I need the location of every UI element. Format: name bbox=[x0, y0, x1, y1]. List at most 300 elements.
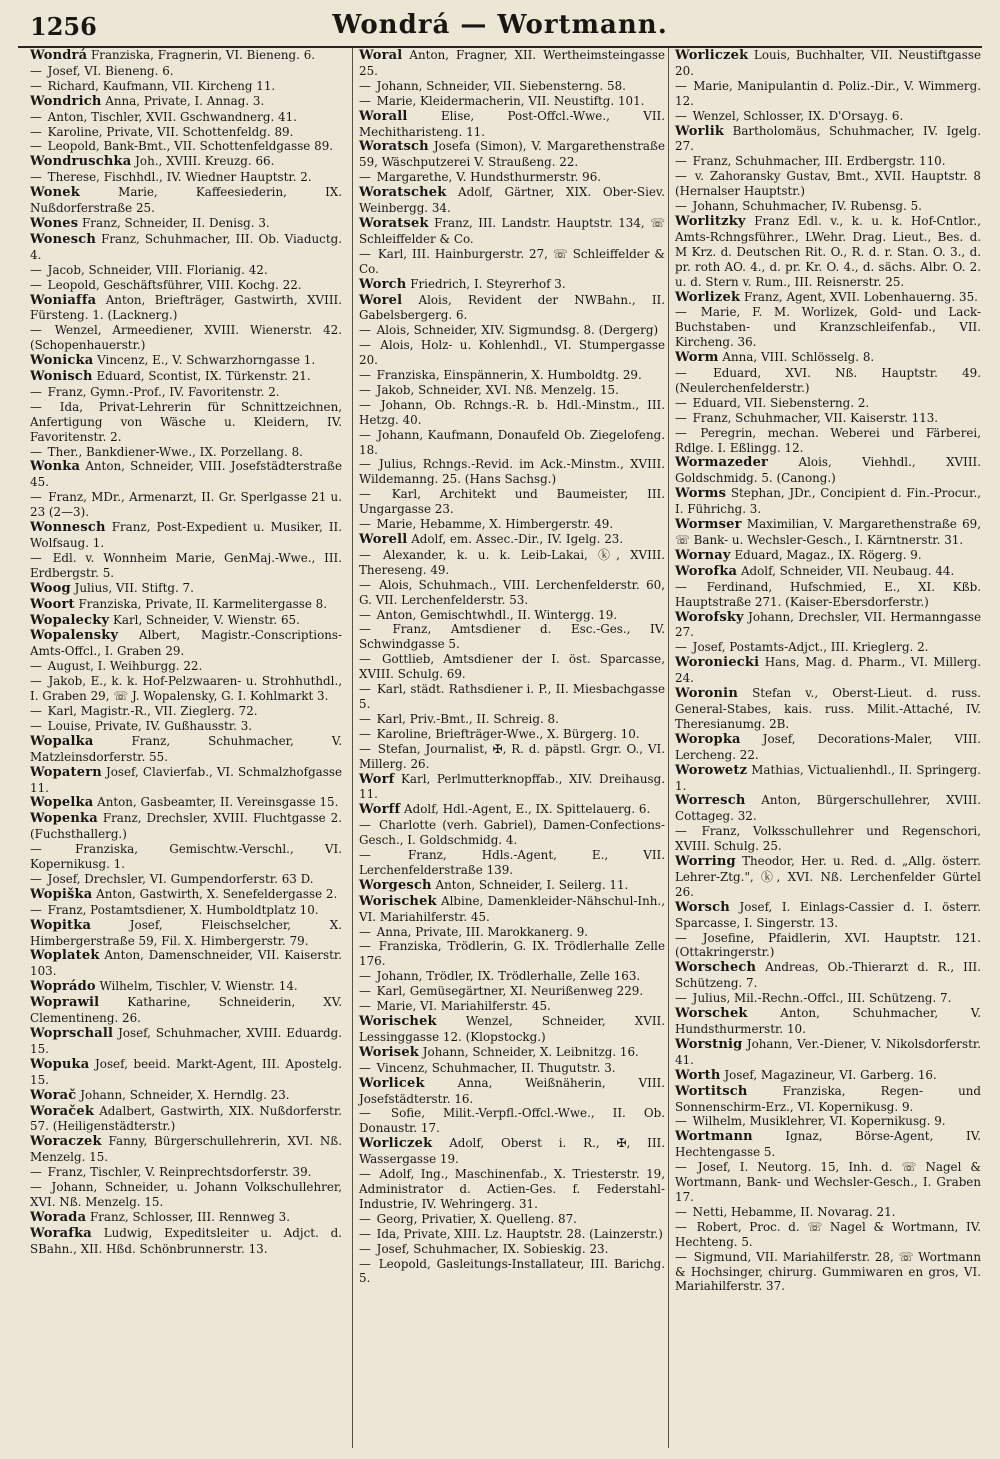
directory-entry bbox=[30, 581, 342, 597]
directory-entry bbox=[359, 548, 665, 578]
entry-surname: Woratsch bbox=[359, 139, 429, 155]
entry-dash: — bbox=[30, 490, 42, 505]
directory-entry bbox=[675, 655, 981, 686]
directory-entry bbox=[359, 185, 665, 216]
entry-surname: Wondrich bbox=[30, 93, 102, 109]
entry-text: Josef, Schuhmacher, XVIII. Eduardg. 15. bbox=[30, 1026, 342, 1056]
entry-text: Vincenz, E., V. Schwarzhorngasse 1. bbox=[97, 353, 316, 368]
entry-dash: — bbox=[359, 726, 371, 741]
directory-entry bbox=[675, 109, 981, 124]
directory-entry bbox=[359, 139, 665, 170]
directory-entry bbox=[675, 1220, 981, 1250]
directory-entry bbox=[675, 486, 981, 517]
entry-text: Franz, Tischler, V. Reinprechtsdorferstr. 39. bbox=[47, 1165, 312, 1180]
running-head: Wondrá — Wortmann. bbox=[332, 10, 668, 40]
entry-surname: Wopuka bbox=[30, 1056, 90, 1072]
directory-entry bbox=[359, 277, 665, 293]
entry-text: Sigmund, VII. Mariahilferstr. 28, ☏ Wortmann & Hochsinger, chirurg. Gummiwaren en gros, VI. Mariahilferstr. 37. bbox=[675, 1249, 981, 1294]
entry-text: Wilhelm, Musiklehrer, VI. Kopernikusg. 9. bbox=[692, 1114, 946, 1129]
directory-entry bbox=[675, 610, 981, 641]
directory-entry bbox=[359, 652, 665, 682]
entry-text: Marie, Kaffeesiederin, IX. Nußdorferstraße 25. bbox=[30, 185, 342, 216]
directory-entry bbox=[30, 293, 342, 324]
entry-text: Adolf, Oberst i. R., ✠, III. Wassergasse 19. bbox=[359, 1136, 665, 1167]
entry-surname: Woropka bbox=[675, 731, 741, 747]
entry-text: Alois, Holz- u. Kohlenhdl., VI. Stumpergasse 20. bbox=[359, 338, 665, 368]
entry-text: Josef, Postamts-Adjct., III. Krieglerg. 2. bbox=[692, 640, 929, 655]
entry-text: Josefa (Simon), V. Margarethenstraße 59, Wäschputzerei V. Straußeng. 22. bbox=[359, 139, 665, 170]
entry-text: Theodor, Her. u. Red. d. „Allg. österr. Lehrer-Ztg.", ⓚ, XVI. Nß. Lerchenfelder Gürtel 26. bbox=[675, 854, 981, 899]
entry-surname: Worth bbox=[675, 1067, 721, 1083]
entry-surname: Worel bbox=[359, 292, 403, 308]
entry-dash: — bbox=[675, 1249, 687, 1264]
entry-text: Franz, Schlosser, III. Rennweg 3. bbox=[89, 1209, 290, 1224]
directory-entry bbox=[30, 520, 342, 551]
entry-dash: — bbox=[30, 659, 42, 674]
entry-text: Wenzel, Armeediener, XVIII. Wienerstr. 42. (Schopenhauerstr.) bbox=[30, 323, 342, 353]
directory-entry bbox=[30, 1180, 342, 1210]
entry-text: Johann, Kaufmann, Donaufeld Ob. Ziegelofeng. 18. bbox=[359, 427, 665, 457]
directory-entry bbox=[30, 400, 342, 445]
entry-text: Franz, III. Landstr. Hauptstr. 134, ☏ Schleiffelder & Co. bbox=[359, 215, 665, 246]
entry-dash: — bbox=[359, 1226, 371, 1241]
directory-entry bbox=[675, 900, 981, 931]
entry-text: Josef, I. Einlags-Cassier d. I. österr. Sparcasse, I. Singerstr. 13. bbox=[675, 899, 981, 930]
directory-entry bbox=[30, 613, 342, 629]
entry-text: Karl, Magistr.-R., VII. Zieglerg. 72. bbox=[47, 703, 258, 718]
directory-entry bbox=[359, 338, 665, 368]
entry-surname: Wopatern bbox=[30, 764, 102, 780]
entry-surname: Wortmann bbox=[675, 1129, 753, 1145]
entry-text: Marie, Manipulantin d. Poliz.-Dir., V. Wimmerg. 12. bbox=[675, 78, 981, 108]
directory-entry bbox=[675, 854, 981, 900]
directory-entry bbox=[30, 948, 342, 979]
entry-dash: — bbox=[30, 902, 42, 917]
directory-entry bbox=[30, 263, 342, 278]
entry-dash: — bbox=[359, 323, 371, 338]
entry-text: Karl, Priv.-Bmt., II. Schreig. 8. bbox=[376, 711, 559, 726]
entry-dash: — bbox=[30, 262, 42, 277]
entry-dash: — bbox=[30, 139, 42, 154]
entry-surname: Worischek bbox=[359, 1014, 437, 1029]
entry-surname: Wonesch bbox=[30, 231, 97, 247]
entry-text: Josef, Clavierfab., VI. Schmalzhofgasse 11. bbox=[30, 764, 342, 795]
directory-entry bbox=[675, 366, 981, 396]
page-header bbox=[18, 6, 982, 48]
directory-entry bbox=[359, 247, 665, 277]
entry-surname: Worch bbox=[359, 276, 407, 292]
entry-text: Anton, Gemischtwhdl., II. Wintergg. 19. bbox=[376, 607, 618, 622]
directory-entry bbox=[675, 991, 981, 1006]
directory-entry bbox=[359, 999, 665, 1014]
entry-text: Anna, Private, I. Annag. 3. bbox=[105, 93, 265, 108]
directory-entry bbox=[30, 1165, 342, 1180]
entry-text: Adolf, Schneider, VII. Neubaug. 44. bbox=[740, 563, 955, 578]
directory-entry bbox=[675, 793, 981, 824]
entry-dash: — bbox=[359, 397, 371, 412]
directory-entry bbox=[359, 1045, 665, 1061]
directory-entry bbox=[675, 1068, 981, 1084]
entry-surname: Wopelka bbox=[30, 795, 94, 811]
entry-dash: — bbox=[359, 1167, 371, 1182]
entry-text: Leopold, Bank-Bmt., VII. Schottenfeldgasse 89. bbox=[47, 139, 334, 154]
entry-surname: Worresch bbox=[675, 793, 746, 809]
entry-dash: — bbox=[359, 682, 371, 697]
directory-entry bbox=[359, 1227, 665, 1242]
entry-surname: Wopalensky bbox=[30, 628, 119, 644]
directory-entry bbox=[675, 1084, 981, 1115]
entry-text: Anton, Fragner, XII. Wertheimsteingasse 25. bbox=[359, 48, 665, 78]
entry-dash: — bbox=[359, 848, 371, 863]
entry-dash: — bbox=[30, 109, 42, 124]
directory-entry bbox=[675, 580, 981, 610]
entry-surname: Worofka bbox=[675, 563, 738, 579]
column-2 bbox=[352, 48, 665, 1448]
entry-surname: Worall bbox=[359, 108, 408, 124]
directory-entry bbox=[359, 487, 665, 517]
directory-entry bbox=[675, 1250, 981, 1295]
entry-dash: — bbox=[359, 969, 371, 984]
entry-surname: Wonisch bbox=[30, 369, 93, 385]
directory-entry bbox=[359, 727, 665, 742]
directory-entry bbox=[359, 608, 665, 623]
directory-entry bbox=[359, 1061, 665, 1076]
entry-text: Stefan, Journalist, ✠, R. d. päpstl. Grgr. O., VI. Millerg. 26. bbox=[359, 741, 665, 771]
directory-entry bbox=[359, 802, 665, 818]
entry-text: Alois, Schuhmach., VIII. Lerchenfelderstr. 60, G. VII. Lerchenfelderstr. 53. bbox=[359, 577, 665, 607]
directory-entry bbox=[30, 872, 342, 887]
entry-surname: Wonek bbox=[30, 185, 80, 201]
directory-entry bbox=[359, 969, 665, 984]
directory-entry bbox=[30, 110, 342, 125]
entry-dash: — bbox=[359, 427, 371, 442]
directory-entry bbox=[359, 1136, 665, 1167]
entry-text: Johann, Drechsler, VII. Hermanngasse 27. bbox=[675, 609, 981, 640]
directory-entry bbox=[30, 719, 342, 734]
entry-dash: — bbox=[675, 579, 687, 594]
directory-entry bbox=[30, 918, 342, 949]
directory-entry bbox=[30, 674, 342, 704]
entry-text: Franziska, Regen- und Sonnenschirm-Erz., VI. Kopernikusg. 9. bbox=[675, 1083, 981, 1114]
directory-entry bbox=[359, 1076, 665, 1107]
directory-entry bbox=[359, 383, 665, 398]
directory-entry bbox=[359, 894, 665, 925]
entry-dash: — bbox=[359, 741, 371, 756]
entry-dash: — bbox=[359, 1256, 371, 1271]
entry-dash: — bbox=[30, 124, 42, 139]
entry-text: Wenzel, Schneider, XVII. Lessinggasse 12. (Klopstockg.) bbox=[359, 1014, 665, 1044]
entry-dash: — bbox=[30, 277, 42, 292]
entry-text: Franz, Post-Expedient u. Musiker, II. Wolfsaug. 1. bbox=[30, 520, 342, 550]
entry-dash: — bbox=[30, 718, 42, 733]
directory-entry bbox=[675, 640, 981, 655]
directory-entry bbox=[359, 216, 665, 247]
directory-entry bbox=[359, 742, 665, 772]
entry-surname: Woog bbox=[30, 580, 71, 596]
column-3 bbox=[668, 48, 981, 1448]
entry-surname: Worlitzky bbox=[675, 213, 746, 229]
entry-text: Julius, Rchngs.-Revid. im Ack.-Minstm., XVIII. Wildemanng. 25. (Hans Sachsg.) bbox=[359, 457, 665, 487]
entry-dash: — bbox=[675, 108, 687, 123]
directory-entry bbox=[359, 323, 665, 338]
directory-entry bbox=[30, 94, 342, 110]
directory-entry bbox=[675, 1006, 981, 1037]
entry-text: Wenzel, Schlosser, IX. D'Orsayg. 6. bbox=[692, 108, 904, 123]
directory-entry bbox=[359, 712, 665, 727]
directory-entry bbox=[675, 763, 981, 794]
directory-entry bbox=[675, 124, 981, 155]
entry-text: Fanny, Bürgerschullehrerin, XVI. Nß. Menzelg. 15. bbox=[30, 1134, 342, 1165]
entry-text: Franz Edl. v., k. u. k. Hof-Cntlor., Amts-Rchngsführer., LWehr. Drag. Lieut., Bes. d. M Krz. d. Deutschen Rit. O., R. d. r. Stan. O. 3., d. pr. roth AO. 4., d. pr. Kr. O. 4., d. sächs. Albr. O. 2. u. d. Stern v. Rum., III. Reisnerstr. 25. bbox=[675, 213, 981, 289]
entry-text: Ida, Private, XIII. Lz. Hauptstr. 28. (Lainzerstr.) bbox=[376, 1226, 663, 1241]
entry-text: Johann, Schneider, X. Herndlg. 23. bbox=[80, 1087, 290, 1102]
entry-text: Anton, Bürgerschullehrer, XVIII. Cottageg. 32. bbox=[675, 793, 981, 824]
entry-text: Richard, Kaufmann, VII. Kircheng 11. bbox=[47, 78, 276, 93]
entry-text: Sofie, Milit.-Verpfl.-Offcl.-Wwe., II. Ob. Donaustr. 17. bbox=[359, 1106, 665, 1136]
entry-text: Franz, Schneider, II. Denisg. 3. bbox=[82, 215, 270, 230]
entry-text: Louise, Private, IV. Gußhausstr. 3. bbox=[47, 718, 253, 733]
entry-text: Margarethe, V. Hundsthurmerstr. 96. bbox=[376, 170, 602, 185]
entry-surname: Woprádo bbox=[30, 979, 96, 995]
entry-text: Jacob, Schneider, VIII. Florianig. 42. bbox=[47, 262, 268, 277]
directory-entry bbox=[30, 185, 342, 216]
entry-dash: — bbox=[30, 550, 42, 565]
entry-dash: — bbox=[675, 991, 687, 1006]
directory-entry bbox=[359, 368, 665, 383]
entry-dash: — bbox=[359, 818, 371, 833]
directory-entry bbox=[359, 622, 665, 652]
entry-surname: Worowetz bbox=[675, 762, 748, 778]
entry-text: Franz, Schuhmacher, V. Matzleinsdorferstr. 55. bbox=[30, 733, 342, 764]
entry-dash: — bbox=[30, 444, 42, 459]
directory-entry bbox=[359, 984, 665, 999]
entry-dash: — bbox=[30, 399, 42, 414]
directory-entry bbox=[359, 48, 665, 79]
directory-entry bbox=[675, 517, 981, 548]
directory-entry bbox=[30, 903, 342, 918]
directory-entry bbox=[675, 455, 981, 486]
entry-surname: Woprawil bbox=[30, 995, 100, 1011]
entry-text: Josef, Decorations-Maler, VIII. Lercheng. 22. bbox=[675, 731, 981, 762]
entry-dash: — bbox=[675, 169, 687, 184]
entry-text: Franziska, Private, II. Karmelitergasse 8. bbox=[78, 596, 327, 611]
entry-dash: — bbox=[675, 154, 687, 169]
directory-entry bbox=[675, 396, 981, 411]
entry-dash: — bbox=[359, 1060, 371, 1075]
entry-dash: — bbox=[30, 1165, 42, 1180]
entry-text: Leopold, Geschäftsführer, VIII. Kochg. 22. bbox=[47, 277, 302, 292]
directory-entry bbox=[30, 353, 342, 369]
directory-entry bbox=[359, 818, 665, 848]
entry-text: Marie, Kleidermacherin, VII. Neustiftg. 101. bbox=[376, 93, 645, 108]
entry-dash: — bbox=[359, 1106, 371, 1121]
entry-text: Anton, Damenschneider, VII. Kaiserstr. 103. bbox=[30, 948, 342, 979]
entry-text: Louis, Buchhalter, VII. Neustiftgasse 20. bbox=[675, 48, 981, 78]
entry-dash: — bbox=[675, 824, 687, 839]
entry-text: Adolf, em. Assec.-Dir., IV. Igelg. 23. bbox=[411, 532, 624, 546]
entry-surname: Woraček bbox=[30, 1103, 95, 1119]
entry-surname: Wondrá bbox=[30, 48, 88, 63]
directory-entry bbox=[675, 1129, 981, 1160]
directory-entry bbox=[30, 125, 342, 140]
entry-surname: Wormser bbox=[675, 517, 742, 533]
entry-dash: — bbox=[675, 640, 687, 655]
entry-dash: — bbox=[675, 1160, 687, 1175]
directory-entry bbox=[30, 811, 342, 842]
directory-entry bbox=[359, 428, 665, 458]
entry-dash: — bbox=[359, 338, 371, 353]
entry-dash: — bbox=[30, 1180, 42, 1195]
entry-surname: Wones bbox=[30, 215, 79, 231]
directory-entry bbox=[675, 154, 981, 169]
entry-text: Franz, Drechsler, XVIII. Fluchtgasse 2. (Fuchsthallerg.) bbox=[30, 811, 342, 842]
entry-text: Stefan v., Oberst-Lieut. d. russ. General-Stabes, kais. russ. Milit.-Attaché, IV. Theresianumg. 2B. bbox=[675, 686, 981, 731]
directory-entry bbox=[675, 199, 981, 214]
directory-entry bbox=[30, 154, 342, 170]
entry-surname: Worsch bbox=[675, 899, 730, 915]
entry-text: Karl, Architekt und Baumeister, III. Ungargasse 23. bbox=[359, 487, 665, 517]
entry-text: Anton, Gasbeamter, II. Vereinsgasse 15. bbox=[97, 795, 339, 810]
directory-entry bbox=[30, 628, 342, 659]
entry-text: Eduard, XVI. Nß. Hauptstr. 49. (Neulerchenfelderstr.) bbox=[675, 366, 981, 395]
entry-text: Josef, I. Neutorg. 15, Inh. d. ☏ Nagel & Wortmann, Bank- und Wechsler-Gesch., I. Graben 17. bbox=[675, 1160, 981, 1204]
entry-dash: — bbox=[359, 607, 371, 622]
entry-surname: Worff bbox=[359, 802, 401, 818]
entry-text: Joh., XVIII. Kreuzg. 66. bbox=[135, 154, 275, 169]
entry-text: Katharine, Schneiderin, XV. Clementineng. 26. bbox=[30, 995, 342, 1026]
entry-text: Adolf, Hdl.-Agent, E., IX. Spittelauerg. 6. bbox=[404, 802, 651, 817]
entry-surname: Worlik bbox=[675, 123, 725, 139]
entry-text: Anton, Briefträger, Gastwirth, XVIII. Fürsteng. 1. (Lacknerg.) bbox=[30, 292, 342, 323]
entry-dash: — bbox=[359, 711, 371, 726]
directory-entry bbox=[359, 1257, 665, 1287]
directory-entry bbox=[675, 732, 981, 763]
directory-entry bbox=[675, 548, 981, 564]
entry-text: Friedrich, I. Steyrerhof 3. bbox=[410, 276, 566, 291]
directory-entry bbox=[675, 1160, 981, 1205]
directory-entry bbox=[359, 878, 665, 894]
entry-dash: — bbox=[359, 577, 371, 592]
entry-dash: — bbox=[30, 170, 42, 185]
entry-text: Franz, Amtsdiener d. Esc.-Ges., IV. Schwindgasse 5. bbox=[359, 622, 665, 652]
entry-text: Adolf, Ing., Maschinenfab., X. Triesterstr. 19, Administrator d. Actien-Ges. f. Federstahl-Industrie, IV. Wehringerg. 31. bbox=[359, 1167, 665, 1211]
entry-text: Gottlieb, Amtsdiener der I. öst. Sparcasse, XVIII. Schulg. 69. bbox=[359, 652, 665, 682]
entry-surname: Worf bbox=[359, 771, 395, 787]
entry-surname: Wopiška bbox=[30, 886, 93, 902]
directory-entry bbox=[675, 305, 981, 350]
directory-entry bbox=[30, 734, 342, 765]
directory-entry bbox=[30, 704, 342, 719]
entry-text: Maximilian, V. Margarethenstraße 69, ☏ Bank- u. Wechsler-Gesch., I. Kärntnerstr. 31. bbox=[675, 517, 981, 547]
entry-surname: Woroniecki bbox=[675, 655, 760, 671]
directory-entry bbox=[30, 887, 342, 903]
entry-dash: — bbox=[359, 1241, 371, 1256]
directory-entry bbox=[359, 578, 665, 608]
directory-entry bbox=[30, 995, 342, 1026]
entry-dash: — bbox=[359, 457, 371, 472]
directory-entry bbox=[359, 682, 665, 712]
directory-entry bbox=[675, 426, 981, 456]
entry-surname: Worliczek bbox=[675, 48, 749, 63]
directory-entry bbox=[30, 48, 342, 64]
directory-entry bbox=[30, 232, 342, 263]
entry-text: Ferdinand, Hufschmied, E., XI. Kßb. Hauptstraße 271. (Kaiser-Ebersdorferstr.) bbox=[675, 579, 981, 609]
entry-surname: Worischek bbox=[359, 893, 437, 909]
directory-entry bbox=[359, 772, 665, 803]
entry-text: Anton, Schneider, I. Seilerg. 11. bbox=[435, 877, 629, 892]
directory-entry bbox=[675, 1114, 981, 1129]
entry-dash: — bbox=[359, 246, 371, 261]
entry-dash: — bbox=[30, 842, 42, 857]
entry-text: Franz, Schuhmacher, VII. Kaiserstr. 113. bbox=[692, 410, 939, 425]
entry-text: Franziska, Einspännerin, X. Humboldtg. 29. bbox=[376, 368, 642, 383]
directory-entry bbox=[675, 564, 981, 580]
directory-entry bbox=[359, 1167, 665, 1212]
entry-text: Johann, Schneider, X. Leibnitzg. 16. bbox=[422, 1044, 639, 1059]
entry-text: Hans, Mag. d. Pharm., VI. Millerg. 24. bbox=[675, 655, 981, 686]
entry-text: Edl. v. Wonnheim Marie, GenMaj.-Wwe., III. Erdbergstr. 5. bbox=[30, 550, 342, 580]
entry-text: Alois, Revident der NWBahn., II. Gabelsbergerg. 6. bbox=[359, 292, 665, 323]
directory-entry bbox=[30, 765, 342, 796]
entry-dash: — bbox=[675, 1219, 687, 1234]
entry-text: Peregrin, mechan. Weberei und Färberei, Rdlge. I. Eßlingg. 12. bbox=[675, 425, 981, 455]
directory-entry bbox=[675, 1037, 981, 1068]
entry-surname: Worschech bbox=[675, 960, 757, 976]
directory-entry bbox=[30, 323, 342, 353]
entry-text: Josef, Magazineur, VI. Garberg. 16. bbox=[724, 1067, 937, 1082]
directory-entry bbox=[30, 385, 342, 400]
directory-entry bbox=[30, 170, 342, 185]
entry-dash: — bbox=[30, 78, 42, 93]
entry-text: Therese, Fischhdl., IV. Wiedner Hauptstr. 2. bbox=[47, 170, 312, 185]
entry-dash: — bbox=[359, 939, 371, 954]
entry-surname: Wormazeder bbox=[675, 455, 769, 471]
entry-text: Stephan, JDr., Concipient d. Fin.-Procur., I. Führichg. 3. bbox=[675, 486, 981, 517]
directory-entry bbox=[30, 459, 342, 490]
entry-dash: — bbox=[675, 395, 687, 410]
directory-entry bbox=[359, 293, 665, 324]
entry-surname: Woral bbox=[359, 48, 403, 63]
directory-entry bbox=[359, 79, 665, 94]
entry-surname: Wopenka bbox=[30, 811, 98, 827]
entry-text: Johann, Schneider, u. Johann Volkschullehrer, XVI. Nß. Menzelg. 15. bbox=[30, 1180, 342, 1209]
directory-entry bbox=[675, 411, 981, 426]
directory-entry bbox=[359, 170, 665, 185]
entry-text: Andreas, Ob.-Thierarzt d. R., III. Schützeng. 7. bbox=[675, 960, 981, 991]
entry-text: Anna, VIII. Schlösselg. 8. bbox=[722, 350, 875, 365]
entry-text: Karl, III. Hainburgerstr. 27, ☏ Schleiffelder & Co. bbox=[359, 246, 665, 276]
entry-dash: — bbox=[30, 384, 42, 399]
entry-text: Josefine, Pfaidlerin, XVI. Hauptstr. 121. (Ottakringerstr.) bbox=[675, 930, 981, 960]
entry-dash: — bbox=[359, 487, 371, 502]
directory-entry bbox=[359, 398, 665, 428]
entry-dash: — bbox=[359, 517, 371, 532]
entry-dash: — bbox=[675, 1114, 687, 1129]
directory-entry bbox=[30, 1210, 342, 1226]
entry-dash: — bbox=[30, 323, 42, 338]
entry-dash: — bbox=[359, 1211, 371, 1226]
entry-text: Eduard, Magaz., IX. Rögerg. 9. bbox=[734, 547, 922, 562]
entry-text: Mathias, Victualienhdl., II. Springerg. 1. bbox=[675, 762, 981, 793]
entry-surname: Woronin bbox=[675, 686, 738, 702]
entry-text: Franz, Agent, XVII. Lobenhauerng. 35. bbox=[743, 289, 978, 304]
directory-entry bbox=[359, 532, 665, 548]
entry-dash: — bbox=[359, 382, 371, 397]
entry-surname: Worada bbox=[30, 1209, 87, 1225]
directory-entry bbox=[359, 1242, 665, 1257]
entry-surname: Worlicek bbox=[359, 1075, 425, 1091]
entry-text: Jakob, E., k. k. Hof-Pelzwaaren- u. Strohhuthdl., I. Graben 29, ☏ J. Wopalensky, G. I. Kohlmarkt 3. bbox=[30, 674, 342, 704]
